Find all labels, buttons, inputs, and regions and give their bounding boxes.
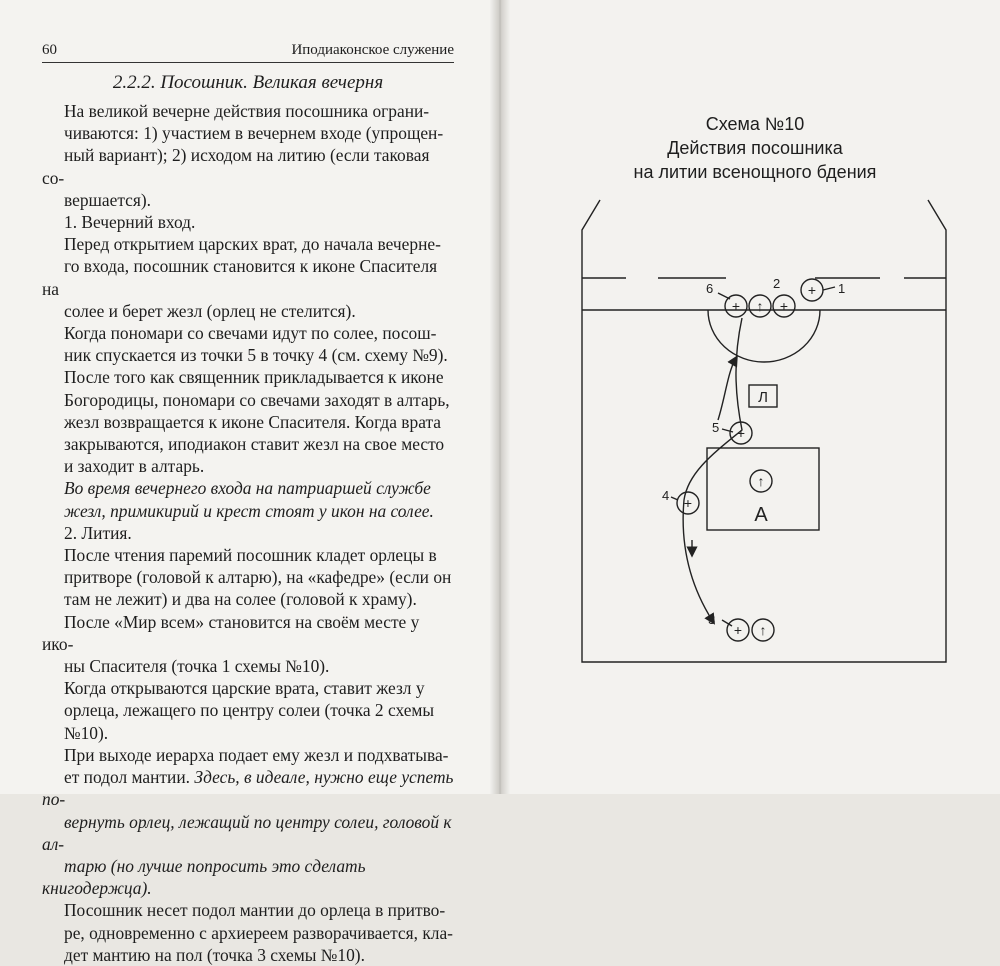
- text-line: При выходе иерарха подает ему жезл и подхватыва-: [64, 744, 449, 765]
- text-line: жезл возвращается к иконе Спасителя. Когда врата: [64, 411, 441, 432]
- text-line: жезл, примикирий и крест стоят у икон на солее.: [64, 500, 434, 521]
- text-line: дет мантию на пол (точка 3 схемы №10).: [64, 944, 365, 965]
- text-line: После того как священник прикладывается к иконе: [64, 367, 444, 388]
- text-line: ны Спасителя (точка 1 схемы №10).: [64, 656, 330, 677]
- scheme-number: Схема №10: [705, 114, 805, 134]
- movement-arrow: [718, 360, 735, 420]
- text-line: Когда открываются царские врата, ставит жезл у: [64, 678, 425, 699]
- text-line: тарю (но лучше попросить это сделать книгодержца).: [42, 855, 366, 899]
- box-a-label: А: [754, 504, 768, 526]
- text-line: Когда пономари со свечами идут по солее, посош-: [64, 323, 437, 344]
- point-label-1: 1: [838, 281, 846, 296]
- text-line: притворе (головой к алтарю), на «кафедре» (если он: [64, 567, 452, 588]
- point-label-3: 3: [708, 612, 716, 627]
- arrow-up-icon: ↑: [756, 298, 764, 314]
- text-line: ный вариант); 2) исходом на литию (если таковая со-: [42, 145, 430, 188]
- church-walls: [582, 200, 946, 662]
- arrow-up-icon: ↑: [757, 473, 765, 489]
- text-line: и заходит в алтарь.: [64, 456, 205, 477]
- arrow-up-icon: ↑: [759, 622, 767, 638]
- text-line: Перед открытием царских врат, до начала вечерне-: [64, 234, 441, 255]
- text-fragment: ет подол мантии.: [64, 767, 190, 788]
- point-label-2: 2: [773, 276, 781, 291]
- cross-icon: +: [779, 298, 789, 314]
- text-line: вернуть орлец, лежащий по центру солеи, головой к ал-: [42, 811, 452, 854]
- text-line: чиваются: 1) участием в вечернем входе (упрощен-: [64, 123, 444, 144]
- point-label-5: 5: [712, 420, 720, 435]
- text-line: На великой вечерне действия посошника ограни-: [64, 101, 430, 121]
- scheme-title-line: на литии всенощного бдения: [633, 162, 877, 182]
- box-l-label: Л: [758, 389, 768, 406]
- text-line: солее и берет жезл (орлец не стелится).: [64, 300, 356, 321]
- text-line: го входа, посошник становится к иконе Спасителя на: [42, 256, 438, 299]
- text-line: вершается).: [64, 189, 152, 210]
- text-line: орлеца, лежащего по центру солеи (точка 2 схемы: [64, 700, 435, 721]
- leader-line: [722, 429, 733, 432]
- text-line: После «Мир всем» становится на своём месте у ико-: [42, 611, 420, 654]
- text-line: ре, одновременно с архиереем разворачивается, кла-: [64, 922, 453, 943]
- text-fragment-italic: Здесь, в идеале, нужно еще успеть по-: [42, 767, 454, 810]
- point-label-4: 4: [662, 488, 670, 503]
- text-line: ник спускается из точки 5 в точку 4 (см. схему №9).: [64, 345, 448, 366]
- cross-icon: +: [731, 298, 741, 314]
- text-line: 2. Лития.: [64, 522, 132, 543]
- text-line: 1. Вечерний вход.: [64, 212, 196, 233]
- cross-icon: +: [683, 495, 693, 511]
- cross-icon: +: [736, 425, 746, 441]
- page-number: 60: [42, 42, 57, 58]
- text-line: №10).: [64, 722, 109, 743]
- text-line: там не лежит) и два на солее (головой к храму).: [64, 589, 417, 610]
- ambo: [708, 310, 820, 362]
- cross-icon: +: [733, 622, 743, 638]
- text-line: Богородицы, пономари со свечами заходят в алтарь,: [64, 389, 450, 410]
- leader-line: [722, 620, 732, 626]
- leader-line: [823, 287, 835, 290]
- text-line: Во время вечернего входа на патриаршей службе: [64, 478, 431, 499]
- cross-icon: +: [807, 282, 817, 298]
- running-title: Иподиаконское служение: [291, 42, 454, 58]
- scheme-title-line: Действия посошника: [667, 138, 843, 158]
- text-line: После чтения паремий посошник кладет орлецы в: [64, 545, 437, 566]
- text-line: закрываются, иподиакон ставит жезл на свое место: [64, 434, 445, 455]
- section-title: 2.2.2. Посошник. Великая вечерня: [112, 72, 384, 93]
- paragraph: [42, 899, 454, 966]
- text-line: Посошник несет подол мантии до орлеца в притво-: [64, 900, 446, 921]
- point-label-6: 6: [706, 281, 714, 296]
